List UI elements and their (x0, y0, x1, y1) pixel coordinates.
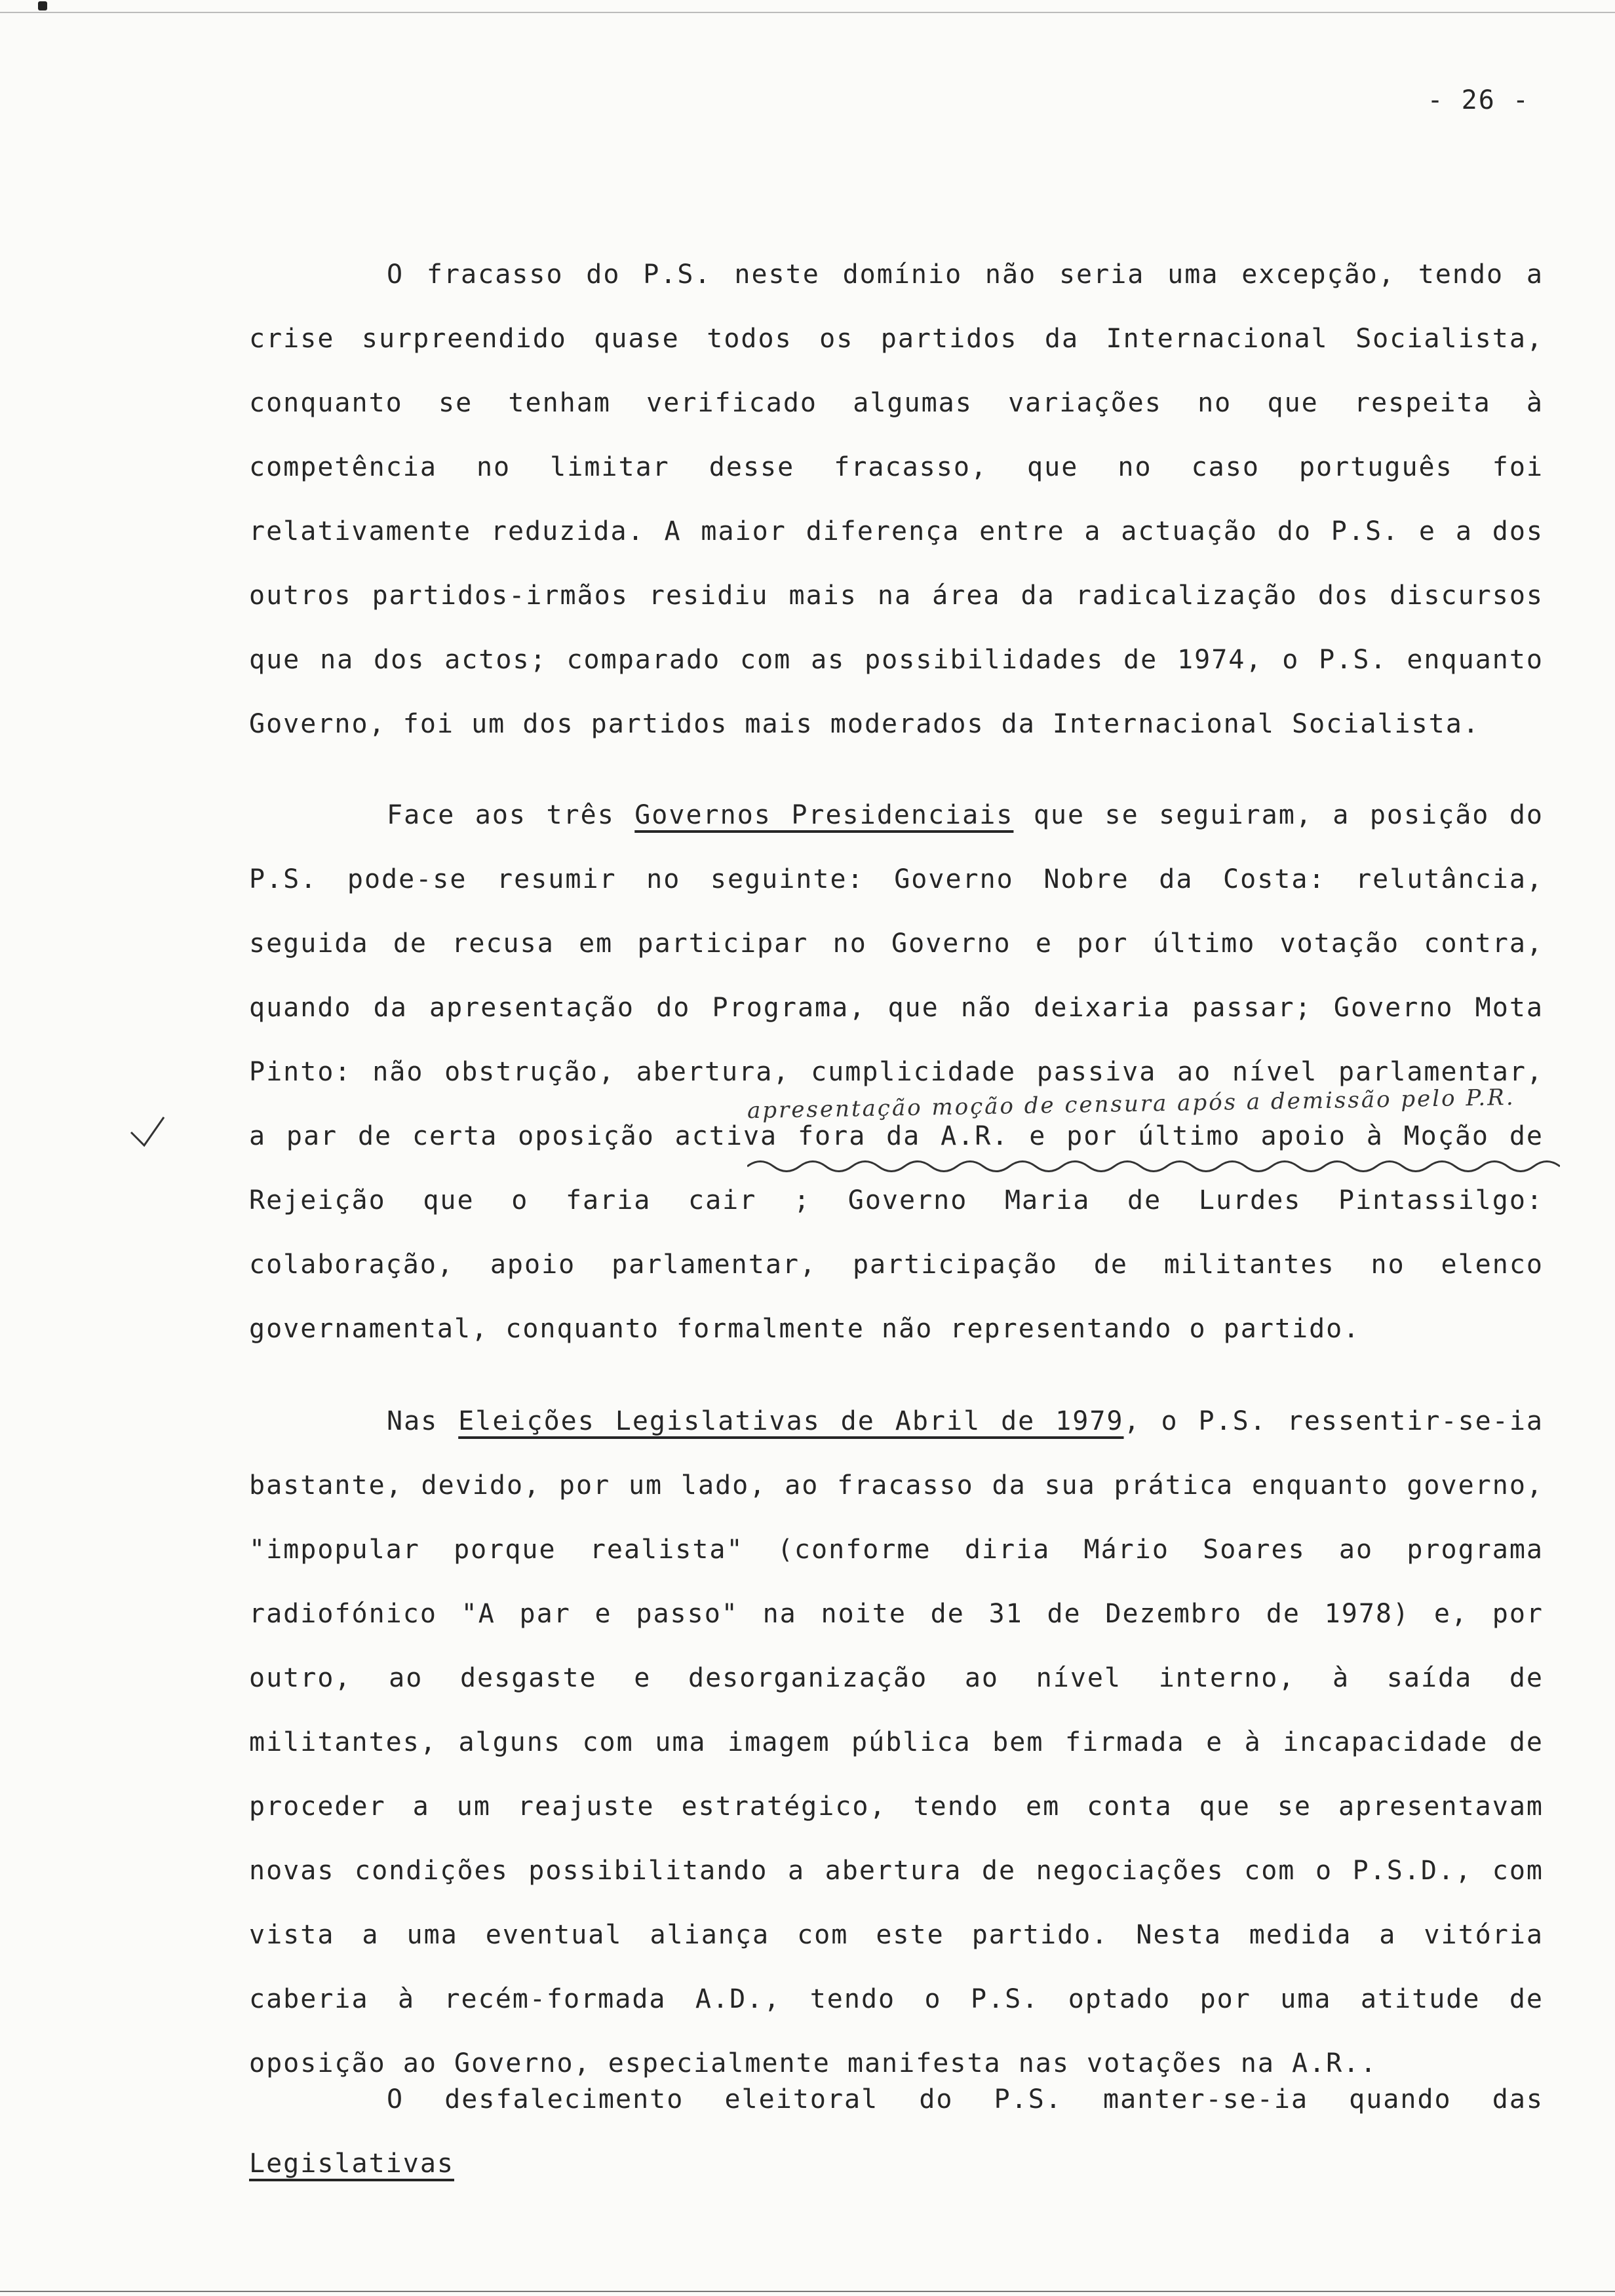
handwritten-annotation: apresentação moção de censura após a demissão pelo P.R. (747, 1084, 1515, 1124)
checkmark-icon (128, 1114, 167, 1153)
heading-eleicoes-legislativas: Eleições Legislativas de Abril de 1979 (458, 1406, 1124, 1436)
wavy-underline (747, 1153, 1560, 1179)
heading-legislativas: Legislativas (249, 2149, 454, 2179)
paragraph-1 (249, 242, 1544, 756)
paragraph-3 (249, 1389, 1544, 2095)
top-edge (0, 12, 1615, 13)
heading-governos-presidenciais: Governos Presidenciais (634, 800, 1014, 830)
paragraph-2-text: que se seguiram, a posição do P.S. pode-se resumir no seguinte: Governo Nobre da Costa: relutância, seguida de recusa em participar no Governo e por último votação contra, quando da apresentação do Programa, que não deixaria passar; Governo Mota Pinto: não obstrução, abertura, cumplicidade passiva ao nível parlamentar, a par de certa oposição activa fora da A.R. e por último apoio à Moção de Rejeição que o faria cair ; Governo Maria de Lurdes Pintassilgo: colaboração, apoio parlamentar, participação de militantes no elenco governamental, conquanto formalmente não representando o partido. (249, 800, 1544, 1344)
paragraph-4-lead: O desfalecimento eleitoral do P.S. manter-se-ia quando das (387, 2084, 1544, 2114)
paragraph-4 (249, 2067, 1544, 2196)
page-number: - 26 - (1427, 85, 1530, 115)
paragraph-2-lead: Face aos três (387, 800, 635, 830)
bottom-edge (0, 2291, 1615, 2292)
paragraph-2 (249, 783, 1544, 1361)
paragraph-3-text: , o P.S. ressentir-se-ia bastante, devido, por um lado, ao fracasso da sua prática enquanto governo, "impopular porque realista" (conforme diria Mário Soares ao programa radiofónico "A par e passo" na noite de 31 de Dezembro de 1978) e, por outro, ao desgaste e desorganização ao nível interno, à saída de militantes, alguns com uma imagem pública bem firmada e à incapacidade de proceder a um reajuste estratégico, tendo em conta que se apresentavam novas condições possibilitando a abertura de negociações com o P.S.D., com vista a uma eventual aliança com este partido. Nesta medida a vitória caberia à recém-formada A.D., tendo o P.S. optado por uma atitude de oposição ao Governo, especialmente manifesta nas votações na A.R.. (249, 1406, 1544, 2078)
paragraph-3-lead: Nas (387, 1406, 459, 1436)
scan-mark (38, 1, 47, 10)
paragraph-1-text: O fracasso do P.S. neste domínio não seria uma excepção, tendo a crise surpreendido quase todos os partidos da Internacional Socialista, conquanto se tenham verificado algumas variações no que respeita à competência no limitar desse fracasso, que no caso português foi relativamente reduzida. A maior diferença entre a actuação do P.S. e a dos outros partidos-irmãos residiu mais na área da radicalização dos discursos que na dos actos; comparado com as possibilidades de 1974, o P.S. enquanto Governo, foi um dos partidos mais moderados da Internacional Socialista. (249, 259, 1544, 739)
